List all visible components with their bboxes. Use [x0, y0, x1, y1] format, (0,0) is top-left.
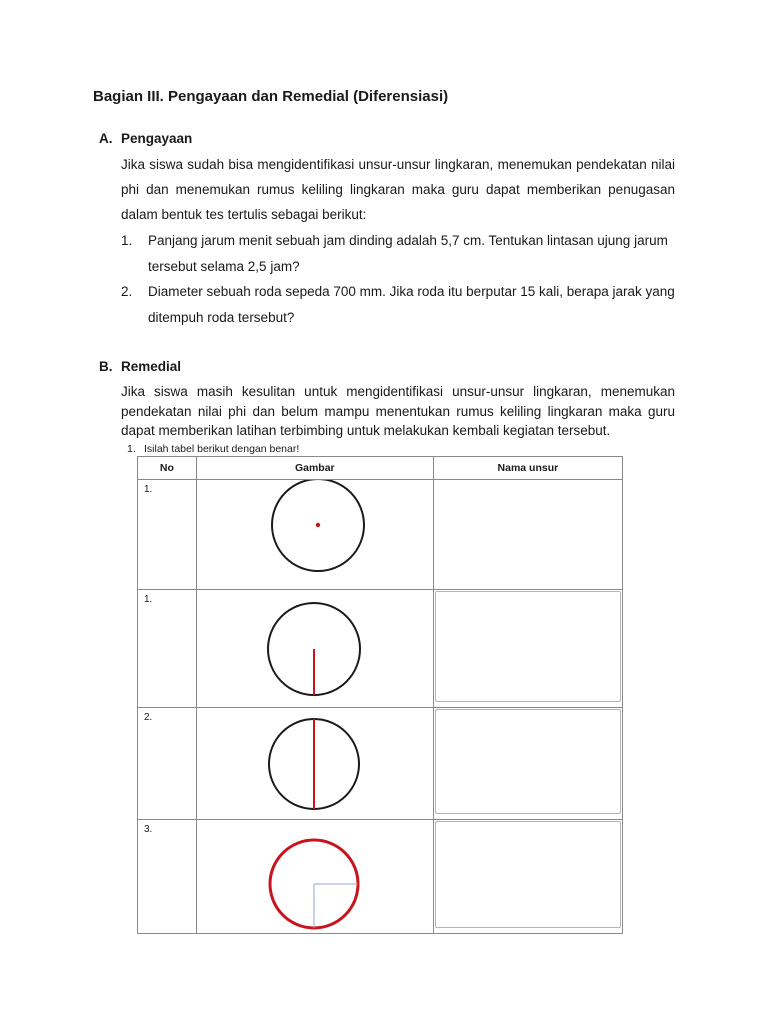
row-number-cell [138, 708, 197, 820]
figure-cell [196, 820, 433, 934]
row-number-cell [138, 480, 197, 590]
table-row [138, 480, 623, 590]
table-row [138, 820, 623, 934]
list-item-number: 1. [121, 233, 133, 248]
row-number: 2. [144, 712, 153, 723]
row-number-cell [138, 820, 197, 934]
answer-box[interactable] [435, 591, 621, 702]
table-instruction-text: Isilah tabel berikut dengan benar! [144, 443, 300, 455]
section-b-heading [99, 359, 181, 374]
page-title: Bagian III. Pengayaan dan Remedial (Diferensiasi) [93, 88, 449, 105]
circle-radius-figure [197, 590, 434, 708]
section-a-intro: Jika siswa sudah bisa mengidentifikasi unsur-unsur lingkaran, menemukan pendekatan nilai phi dan menemukan rumus keliling lingkaran maka guru dapat memberikan penugasan dalam bentuk tes tertulis sebagai berikut: [121, 157, 675, 222]
header-no: No [138, 457, 197, 480]
name-answer-cell[interactable] [433, 820, 622, 934]
section-b-title: Remedial [121, 359, 182, 374]
row-number-cell [138, 590, 197, 708]
circle-elements-table [137, 456, 623, 934]
list-item-text: Diameter sebuah roda sepeda 700 mm. Jika roda itu berputar 15 kali, berapa jarak yang ditempuh roda tersebut? [148, 284, 675, 325]
table-row [138, 590, 623, 708]
circle-quadrant-figure [197, 820, 434, 934]
table-header-row [138, 457, 623, 480]
center-point [316, 523, 320, 527]
table-row [138, 708, 623, 820]
figure-cell [196, 480, 433, 590]
answer-box[interactable] [435, 821, 621, 928]
section-b-letter: B. [99, 359, 113, 374]
table-instruction-number: 1. [127, 443, 136, 455]
list-item [121, 228, 675, 279]
row-number: 1. [144, 594, 153, 605]
list-item-text: Panjang jarum menit sebuah jam dinding adalah 5,7 cm. Tentukan lintasan ujung jarum tersebut selama 2,5 jam? [148, 233, 668, 274]
circle-center-point-figure [197, 480, 434, 590]
name-answer-cell[interactable] [433, 708, 622, 820]
name-answer-cell[interactable] [433, 480, 622, 590]
section-a-letter: A. [99, 131, 113, 146]
list-item-number: 2. [121, 284, 133, 299]
name-answer-cell[interactable] [433, 590, 622, 708]
section-a-title: Pengayaan [121, 131, 193, 146]
figure-cell [196, 708, 433, 820]
figure-cell [196, 590, 433, 708]
header-nama-unsur: Nama unsur [433, 457, 622, 480]
answer-box[interactable] [435, 709, 621, 814]
list-item [121, 279, 675, 330]
row-number: 3. [144, 824, 153, 835]
header-gambar: Gambar [196, 457, 433, 480]
row-number: 1. [144, 484, 153, 495]
circle-diameter-figure [197, 708, 434, 820]
section-b-intro: Jika siswa masih kesulitan untuk mengidentifikasi unsur-unsur lingkaran, menemukan pendekatan nilai phi dan belum mampu menentukan rumus keliling lingkaran maka guru dapat memberikan latihan terbimbing untuk melakukan kembali kegiatan tersebut. [121, 384, 675, 438]
table-instruction [127, 443, 299, 455]
section-a-heading [99, 131, 192, 146]
